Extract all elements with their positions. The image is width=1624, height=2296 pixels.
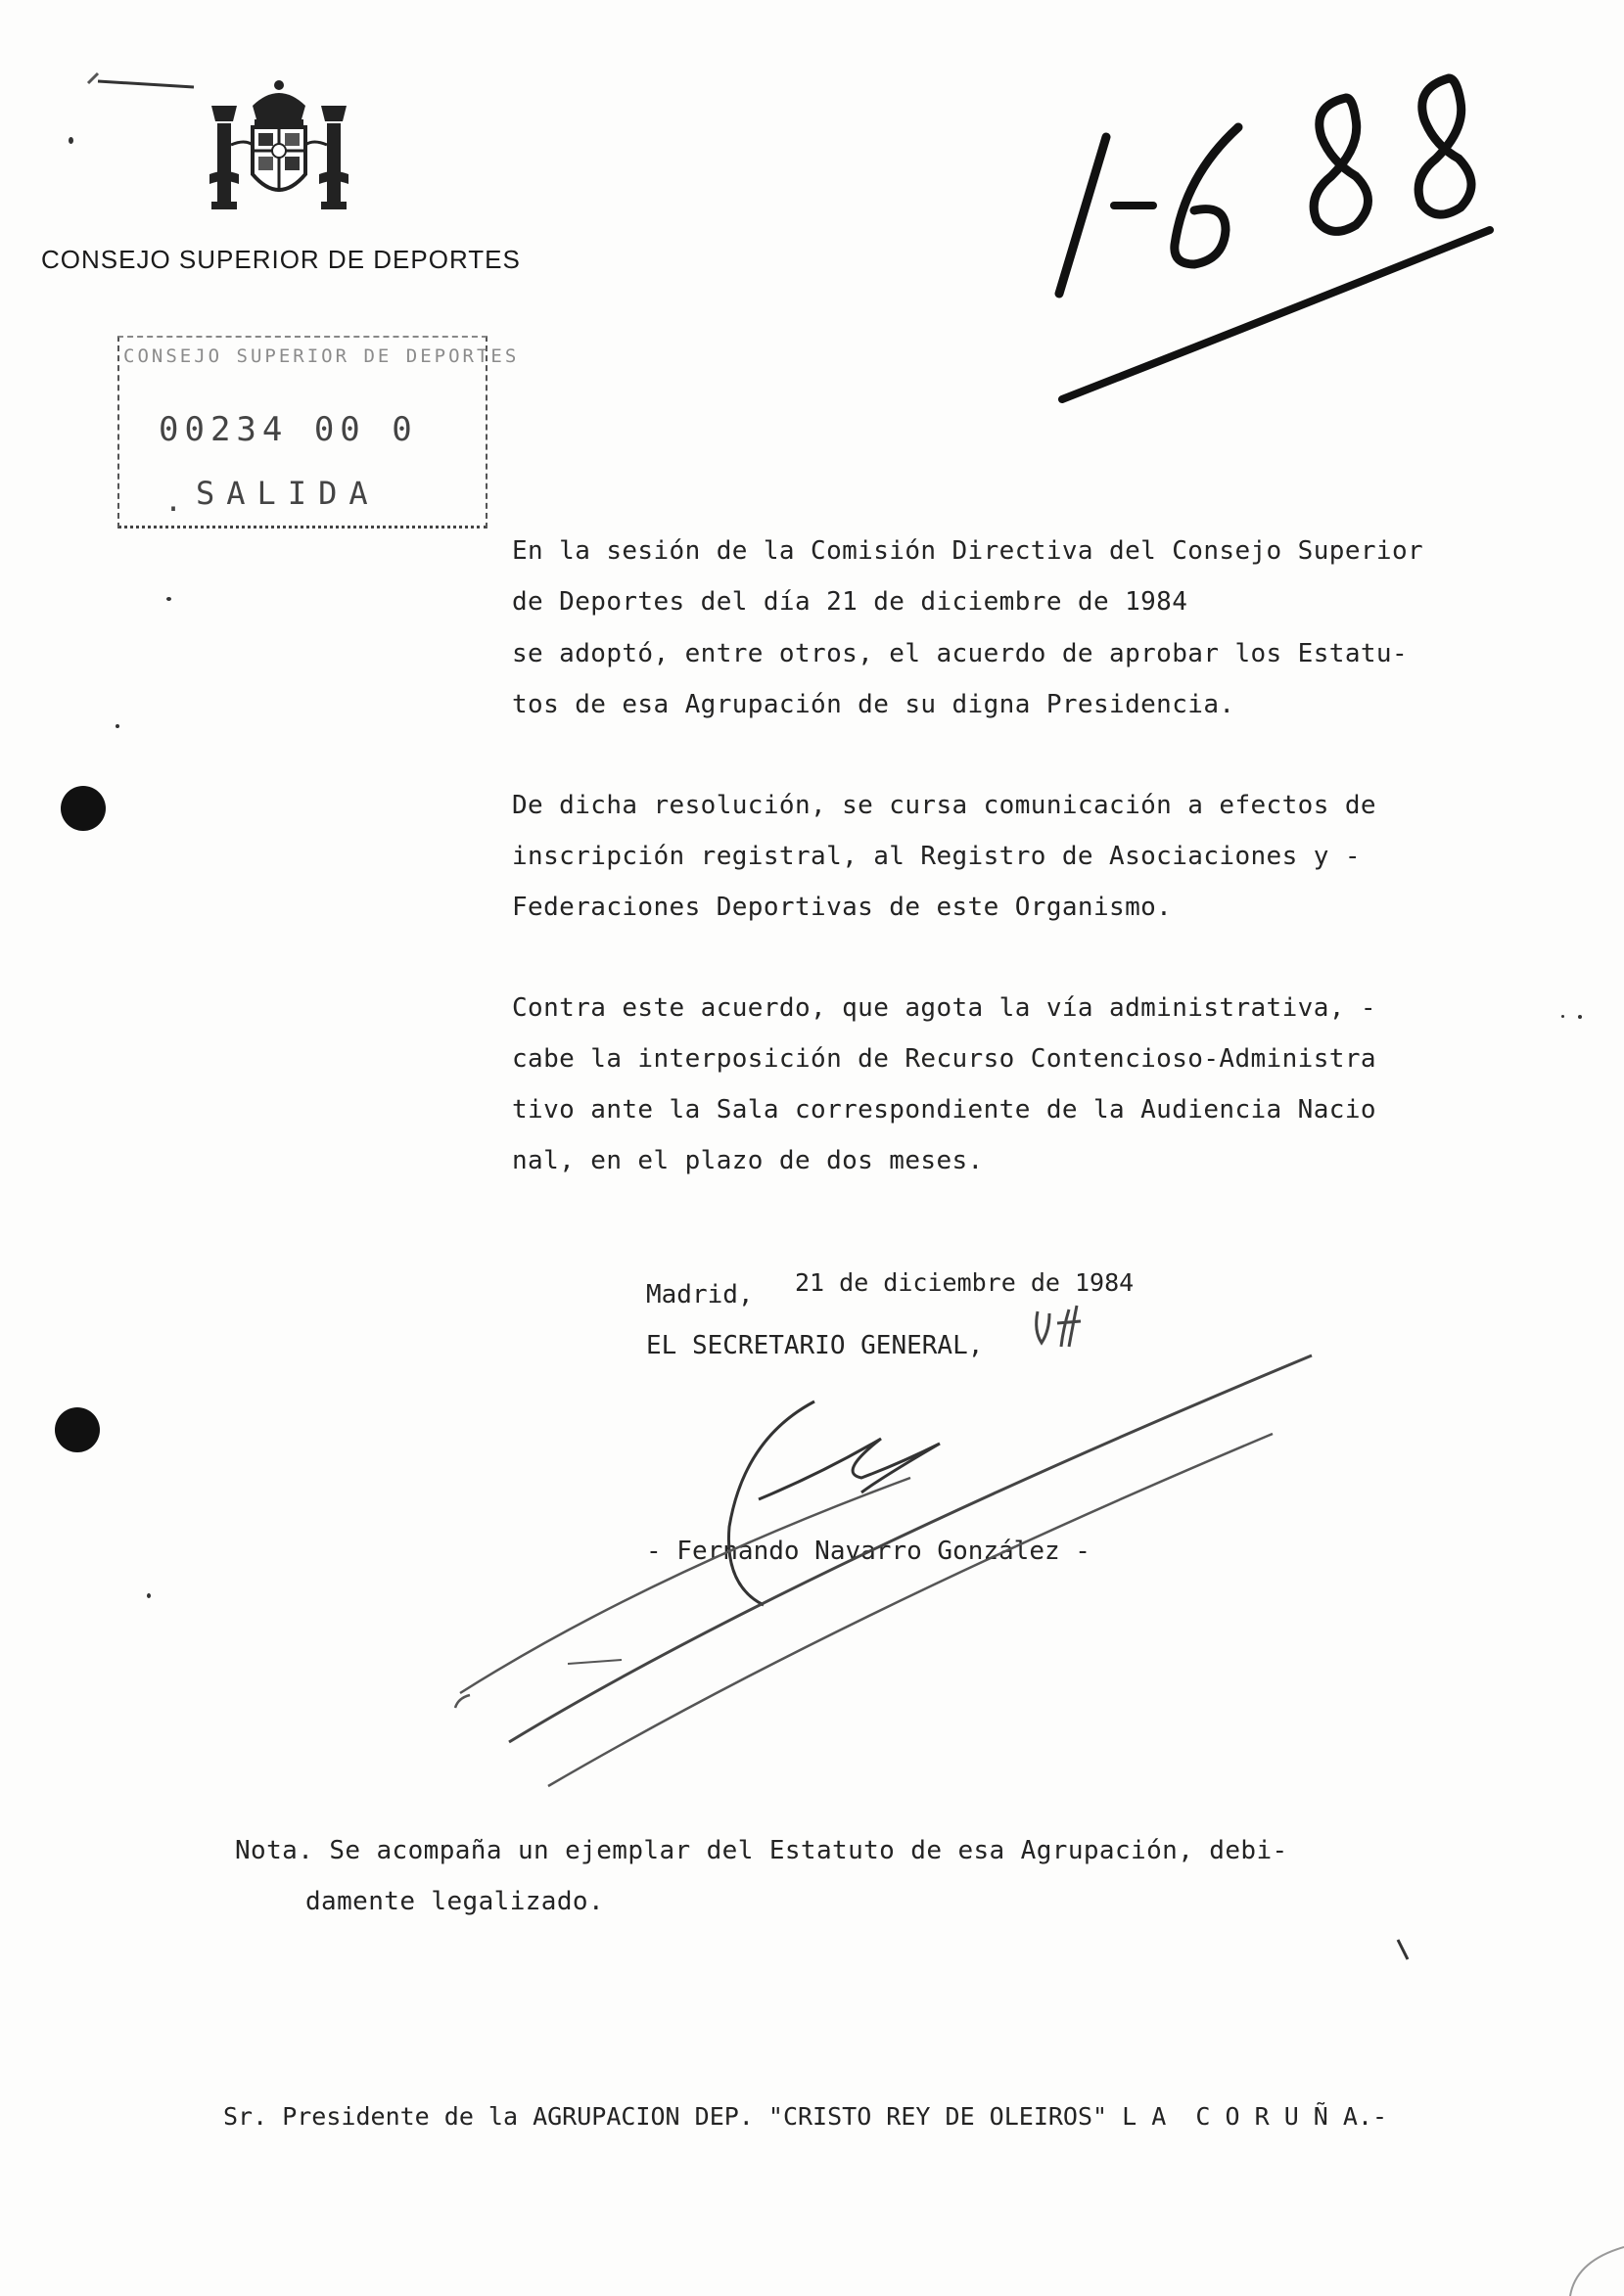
stamp-salida-label: SALIDA: [196, 475, 380, 512]
punch-hole-top: [61, 786, 106, 831]
body-paragraph-3-line-1: Contra este acuerdo, que agota la vía administrativa, -: [512, 993, 1376, 1023]
body-paragraph-3-line-3: tivo ante la Sala correspondiente de la Audiencia Nacio: [512, 1095, 1376, 1125]
signature-drawing: [450, 1292, 1331, 1840]
stamp-header-text: CONSEJO SUPERIOR DE DEPORTES: [123, 345, 520, 367]
body-paragraph-1-line-1: En la sesión de la Comisión Directiva del Consejo Superior: [512, 536, 1424, 566]
body-paragraph-1-line-3: se adoptó, entre otros, el acuerdo de aprobar los Estatu-: [512, 639, 1409, 668]
stamp-dot: .: [164, 484, 183, 519]
closing-place: Madrid,: [646, 1280, 754, 1309]
organization-name: CONSEJO SUPERIOR DE DEPORTES: [41, 245, 521, 274]
body-paragraph-2-line-3: Federaciones Deportivas de este Organismo.: [512, 893, 1173, 922]
note-line-1: Nota. Se acompaña un ejemplar del Estatuto de esa Agrupación, debi-: [235, 1836, 1288, 1865]
speck: [147, 1593, 151, 1598]
handwritten-reference-number: [1038, 59, 1508, 411]
speck: [166, 597, 171, 601]
coat-of-arms-emblem: [206, 76, 352, 218]
body-paragraph-3-line-2: cabe la interposición de Recurso Contencioso-Administra: [512, 1044, 1376, 1074]
punch-hole-bottom: [55, 1407, 100, 1452]
addressee-line: Sr. Presidente de la AGRUPACION DEP. "CRISTO REY DE OLEIROS" L A C O R U Ñ A.-: [223, 2102, 1388, 2131]
registry-stamp: [117, 336, 520, 528]
body-paragraph-3-line-4: nal, en el plazo de dos meses.: [512, 1146, 984, 1175]
page-corner-mark: [1390, 1936, 1419, 1965]
speck: [1561, 1015, 1564, 1018]
body-paragraph-2-line-1: De dicha resolución, se cursa comunicación a efectos de: [512, 791, 1376, 820]
closing-title: EL SECRETARIO GENERAL,: [646, 1331, 984, 1360]
stamp-registry-number: 00234 00 0: [159, 410, 418, 449]
body-paragraph-1-line-2: de Deportes del día 21 de diciembre de 1984: [512, 587, 1188, 617]
body-paragraph-1-line-4: tos de esa Agrupación de su digna Presidencia.: [512, 690, 1235, 719]
speck: [1578, 1015, 1582, 1019]
speck: [116, 724, 119, 728]
body-paragraph-2-line-2: inscripción registral, al Registro de Asociaciones y -: [512, 842, 1361, 871]
header-mark: [69, 54, 206, 103]
note-line-2: damente legalizado.: [305, 1887, 605, 1916]
speck: [69, 137, 73, 144]
closing-date: 21 de diciembre de 1984: [795, 1268, 1135, 1297]
signer-name: - Fernando Navarro González -: [646, 1537, 1090, 1566]
page-curl-mark: [1566, 2241, 1624, 2296]
handwritten-reference-text: [0, 0, 1, 1]
